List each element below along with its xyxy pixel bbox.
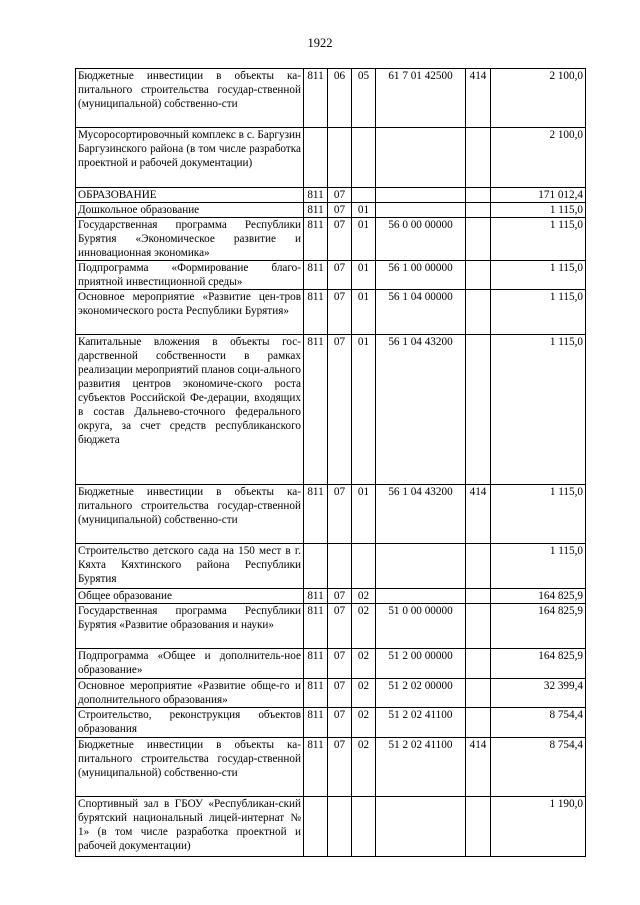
expense-type-cell [466,604,491,649]
budget-table [75,68,586,857]
amount-cell: 32 399,4 [491,679,586,708]
target-article-cell: 56 1 04 43200 [376,335,466,485]
expense-type-cell [466,589,491,604]
expense-type-cell [466,203,491,218]
expense-type-cell [466,679,491,708]
table-row [76,128,586,188]
target-article-cell [376,203,466,218]
subsection-code-cell: 01 [352,203,376,218]
item-name-cell: Спортивный зал в ГБОУ «Республикан-ский бурятский национальный лицей-интернат № 1» (в том числе разработка проектной и рабочей документации) [76,797,304,857]
section-code-cell: 07 [328,335,352,485]
amount-cell: 8 754,4 [491,738,586,797]
budget-table-body [76,69,586,857]
ministry-code-cell: 811 [304,649,328,679]
target-article-cell [376,589,466,604]
item-name-cell: Строительство, реконструкция объектов образования [76,708,304,738]
target-article-cell: 51 2 02 00000 [376,679,466,708]
target-article-cell: 56 1 04 00000 [376,290,466,335]
item-name-cell: Общее образование [76,589,304,604]
item-name-cell: Капитальные вложения в объекты гос-дарственной собственности в рамках реализации мероприятий планов соци-ального развития центров экономиче-ского роста субъектов Российской Фе-дерации, входящих в состав Дальнево-сточного федерального округа, за счет средств республиканского бюджета [76,335,304,485]
amount-cell: 1 115,0 [491,485,586,544]
subsection-code-cell: 02 [352,649,376,679]
target-article-cell [376,544,466,589]
expense-type-cell [466,335,491,485]
expense-type-cell [466,261,491,290]
expense-type-cell [466,290,491,335]
ministry-code-cell [304,797,328,857]
expense-type-cell [466,188,491,203]
expense-type-cell [466,218,491,261]
ministry-code-cell [304,544,328,589]
table-row [76,485,586,544]
subsection-code-cell [352,797,376,857]
subsection-code-cell: 02 [352,679,376,708]
target-article-cell [376,188,466,203]
target-article-cell: 51 2 00 00000 [376,649,466,679]
amount-cell: 1 115,0 [491,335,586,485]
amount-cell: 1 115,0 [491,218,586,261]
table-row [76,261,586,290]
target-article-cell: 51 2 02 41100 [376,708,466,738]
section-code-cell: 07 [328,604,352,649]
section-code-cell: 07 [328,649,352,679]
table-row [76,218,586,261]
item-name-cell: Мусоросортировочный комплекс в с. Баргузин Баргузинского района (в том числе разработка проектной и рабочей документации) [76,128,304,188]
page-number: 1922 [307,36,333,50]
ministry-code-cell: 811 [304,485,328,544]
expense-type-cell: 414 [466,485,491,544]
ministry-code-cell: 811 [304,188,328,203]
ministry-code-cell: 811 [304,203,328,218]
subsection-code-cell: 01 [352,218,376,261]
ministry-code-cell: 811 [304,69,328,128]
target-article-cell [376,128,466,188]
item-name-cell: Подпрограмма «Формирование благо-приятной инвестиционной среды» [76,261,304,290]
section-code-cell: 07 [328,188,352,203]
section-code-cell: 07 [328,589,352,604]
target-article-cell: 56 1 00 00000 [376,261,466,290]
amount-cell: 164 825,9 [491,589,586,604]
subsection-code-cell: 02 [352,708,376,738]
subsection-code-cell: 01 [352,261,376,290]
expense-type-cell: 414 [466,738,491,797]
section-code-cell: 07 [328,261,352,290]
ministry-code-cell: 811 [304,679,328,708]
ministry-code-cell [304,128,328,188]
amount-cell: 171 012,4 [491,188,586,203]
table-row [76,290,586,335]
item-name-cell: Строительство детского сада на 150 мест в г. Кяхта Кяхтинского района Республики Бурятия [76,544,304,589]
item-name-cell: Бюджетные инвестиции в объекты ка-питального строительства государ-ственной (муниципальной) собственно-сти [76,69,304,128]
ministry-code-cell: 811 [304,589,328,604]
section-code-cell: 07 [328,485,352,544]
section-code-cell: 07 [328,203,352,218]
expense-type-cell [466,544,491,589]
amount-cell: 164 825,9 [491,649,586,679]
amount-cell: 1 115,0 [491,544,586,589]
expense-type-cell [466,649,491,679]
table-row [76,203,586,218]
ministry-code-cell: 811 [304,218,328,261]
amount-cell: 8 754,4 [491,708,586,738]
target-article-cell: 56 0 00 00000 [376,218,466,261]
table-row [76,544,586,589]
target-article-cell: 51 0 00 00000 [376,604,466,649]
ministry-code-cell: 811 [304,290,328,335]
item-name-cell: Подпрограмма «Общее и дополнитель-ное образование» [76,649,304,679]
table-row [76,335,586,485]
amount-cell: 2 100,0 [491,69,586,128]
expense-type-cell: 414 [466,69,491,128]
ministry-code-cell: 811 [304,738,328,797]
amount-cell: 1 115,0 [491,203,586,218]
table-row [76,708,586,738]
ministry-code-cell: 811 [304,604,328,649]
item-name-cell: Бюджетные инвестиции в объекты ка-питального строительства государ-ственной (муниципальной) собственно-сти [76,738,304,797]
subsection-code-cell [352,128,376,188]
section-code-cell: 06 [328,69,352,128]
item-name-cell: Основное мероприятие «Развитие обще-го и дополнительного образования» [76,679,304,708]
amount-cell: 2 100,0 [491,128,586,188]
subsection-code-cell: 01 [352,290,376,335]
table-row [76,679,586,708]
ministry-code-cell: 811 [304,335,328,485]
amount-cell: 164 825,9 [491,604,586,649]
subsection-code-cell: 05 [352,69,376,128]
subsection-code-cell: 02 [352,604,376,649]
target-article-cell: 56 1 04 43200 [376,485,466,544]
target-article-cell: 51 2 02 41100 [376,738,466,797]
section-code-cell: 07 [328,679,352,708]
section-code-cell: 07 [328,290,352,335]
item-name-cell: Основное мероприятие «Развитие цен-тров экономического роста Республики Бурятия» [76,290,304,335]
section-code-cell: 07 [328,218,352,261]
table-row [76,589,586,604]
table-row [76,738,586,797]
section-code-cell [328,544,352,589]
subsection-code-cell: 01 [352,485,376,544]
expense-type-cell [466,128,491,188]
item-name-cell: Дошкольное образование [76,203,304,218]
item-name-cell: Государственная программа Республики Бурятия «Развитие образования и науки» [76,604,304,649]
item-name-cell: Государственная программа Республики Бурятия «Экономическое развитие и инновационная экономика» [76,218,304,261]
expense-type-cell [466,708,491,738]
amount-cell: 1 115,0 [491,290,586,335]
subsection-code-cell: 02 [352,738,376,797]
subsection-code-cell: 02 [352,589,376,604]
table-row [76,797,586,857]
ministry-code-cell: 811 [304,708,328,738]
item-name-cell: ОБРАЗОВАНИЕ [76,188,304,203]
subsection-code-cell [352,544,376,589]
table-row [76,69,586,128]
table-row [76,649,586,679]
table-row [76,604,586,649]
amount-cell: 1 115,0 [491,261,586,290]
expense-type-cell [466,797,491,857]
subsection-code-cell [352,188,376,203]
section-code-cell [328,128,352,188]
amount-cell: 1 190,0 [491,797,586,857]
target-article-cell: 61 7 01 42500 [376,69,466,128]
target-article-cell [376,797,466,857]
subsection-code-cell: 01 [352,335,376,485]
item-name-cell: Бюджетные инвестиции в объекты ка-питального строительства государ-ственной (муниципальной) собственно-сти [76,485,304,544]
table-row [76,188,586,203]
section-code-cell: 07 [328,738,352,797]
section-code-cell: 07 [328,708,352,738]
ministry-code-cell: 811 [304,261,328,290]
section-code-cell [328,797,352,857]
